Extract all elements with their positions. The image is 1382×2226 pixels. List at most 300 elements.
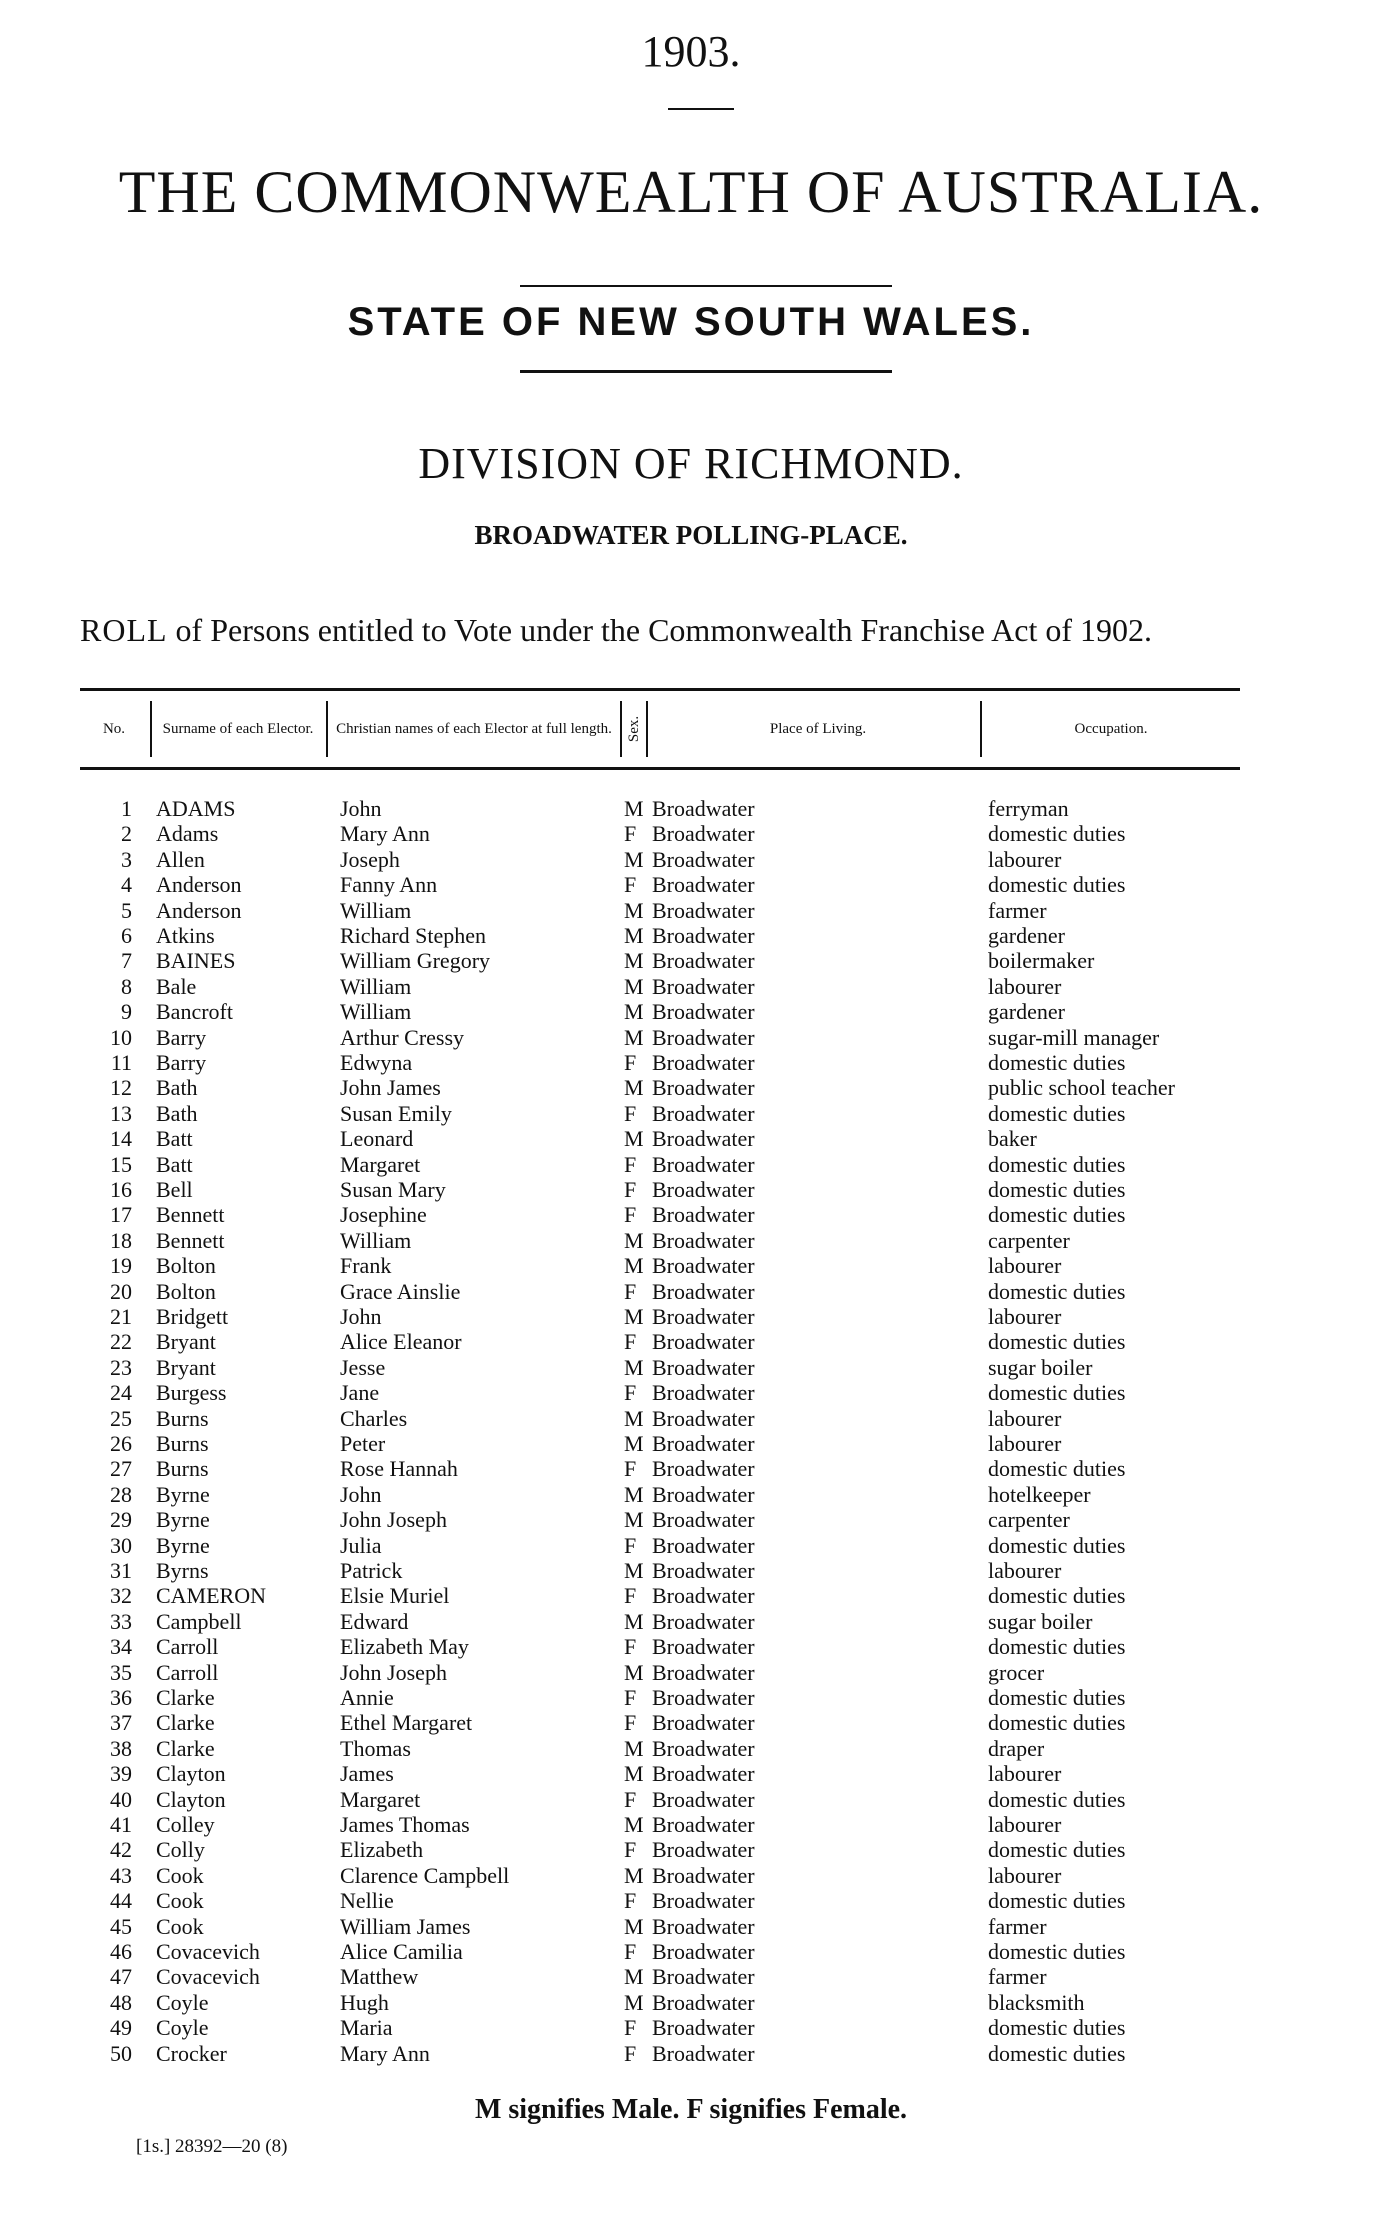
elector-surname: Colley xyxy=(156,1812,215,1837)
elector-number: 4 xyxy=(121,872,132,898)
elector-sex: M xyxy=(624,796,644,821)
elector-surname: Clarke xyxy=(156,1685,215,1710)
elector-place: Broadwater xyxy=(652,1710,755,1736)
elector-sex: F xyxy=(624,1202,637,1228)
column-header-no: No. xyxy=(102,721,126,737)
elector-place: Broadwater xyxy=(652,897,755,923)
elector-number: 41 xyxy=(110,1812,132,1837)
elector-christian-names: Leonard xyxy=(340,1126,414,1152)
elector-number: 43 xyxy=(110,1862,132,1888)
elector-number: 10 xyxy=(110,1024,132,1050)
elector-number: 22 xyxy=(110,1329,132,1355)
elector-number: 13 xyxy=(110,1100,132,1126)
elector-occupation: blacksmith xyxy=(988,1989,1085,2015)
elector-surname: Anderson xyxy=(156,872,242,898)
elector-christian-names: William Gregory xyxy=(340,948,491,974)
roll-description: of Persons entitled to Vote under the Commonwealth Franchise Act of 1902. xyxy=(167,612,1152,648)
table-row xyxy=(0,1304,1382,1329)
elector-occupation: domestic duties xyxy=(988,1380,1126,1406)
elector-number: 34 xyxy=(110,1634,132,1660)
elector-number: 17 xyxy=(110,1202,132,1228)
elector-place: Broadwater xyxy=(652,948,755,974)
elector-surname: Atkins xyxy=(156,923,215,948)
elector-place: Broadwater xyxy=(652,923,755,948)
table-row xyxy=(0,1380,1382,1405)
elector-surname: Bancroft xyxy=(156,999,233,1025)
elector-number: 2 xyxy=(121,821,132,847)
elector-place: Broadwater xyxy=(652,1354,755,1380)
elector-christian-names: William xyxy=(340,1227,412,1253)
elector-number: 19 xyxy=(110,1253,132,1279)
elector-sex: F xyxy=(624,821,637,847)
elector-place: Broadwater xyxy=(652,1862,755,1888)
elector-surname: Coyle xyxy=(156,2015,209,2041)
elector-number: 5 xyxy=(121,897,132,923)
column-header-occupation: Occupation. xyxy=(1074,721,1148,737)
elector-number: 29 xyxy=(110,1507,132,1533)
elector-sex: F xyxy=(624,1100,637,1126)
elector-number: 7 xyxy=(121,948,132,974)
roll-caption xyxy=(80,612,1152,649)
elector-occupation: domestic duties xyxy=(988,1583,1126,1609)
elector-occupation: labourer xyxy=(988,1304,1062,1329)
elector-place: Broadwater xyxy=(652,872,755,898)
elector-sex: M xyxy=(624,846,644,872)
elector-surname: Burns xyxy=(156,1431,209,1456)
elector-place: Broadwater xyxy=(652,999,755,1025)
elector-christian-names: James xyxy=(340,1761,394,1787)
elector-place: Broadwater xyxy=(652,796,755,821)
elector-surname: Adams xyxy=(156,821,219,847)
elector-number: 39 xyxy=(110,1761,132,1787)
elector-sex: F xyxy=(624,1532,637,1558)
elector-occupation: gardener xyxy=(988,999,1065,1025)
elector-christian-names: John xyxy=(340,796,382,821)
elector-number: 20 xyxy=(110,1278,132,1304)
elector-place: Broadwater xyxy=(652,1558,755,1583)
elector-occupation: domestic duties xyxy=(988,2040,1126,2066)
elector-christian-names: Hugh xyxy=(340,1989,389,2015)
elector-christian-names: Edwyna xyxy=(340,1050,413,1075)
elector-sex: M xyxy=(624,1075,644,1101)
roll-lead: ROLL xyxy=(80,612,168,648)
elector-place: Broadwater xyxy=(652,1888,755,1914)
table-row xyxy=(0,1202,1382,1227)
elector-occupation: farmer xyxy=(988,1913,1047,1939)
print-reference: [1s.] 28392—20 (8) xyxy=(136,2136,288,2157)
elector-occupation: carpenter xyxy=(988,1227,1070,1253)
elector-christian-names: Margaret xyxy=(340,1786,421,1812)
table-header xyxy=(80,688,1240,770)
elector-christian-names: Julia xyxy=(340,1532,382,1558)
elector-surname: Anderson xyxy=(156,897,242,923)
elector-place: Broadwater xyxy=(652,1380,755,1406)
elector-number: 28 xyxy=(110,1481,132,1507)
elector-surname: Byrne xyxy=(156,1532,210,1558)
table-row xyxy=(0,1025,1382,1050)
table-row xyxy=(0,1863,1382,1888)
table-row xyxy=(0,1482,1382,1507)
elector-surname: Carroll xyxy=(156,1634,219,1660)
elector-place: Broadwater xyxy=(652,1431,755,1456)
elector-number: 24 xyxy=(110,1380,132,1406)
elector-surname: Burns xyxy=(156,1405,209,1431)
elector-place: Broadwater xyxy=(652,1685,755,1710)
elector-christian-names: William xyxy=(340,897,412,923)
elector-christian-names: Josephine xyxy=(340,1202,427,1228)
elector-sex: F xyxy=(624,1456,637,1482)
table-row xyxy=(0,1812,1382,1837)
elector-occupation: domestic duties xyxy=(988,821,1126,847)
elector-place: Broadwater xyxy=(652,1151,755,1177)
elector-christian-names: Elizabeth xyxy=(340,1837,424,1863)
elector-surname: Campbell xyxy=(156,1608,242,1634)
elector-sex: F xyxy=(624,1177,637,1202)
elector-occupation: domestic duties xyxy=(988,872,1126,898)
elector-christian-names: John xyxy=(340,1481,382,1507)
table-row xyxy=(0,1533,1382,1558)
elector-occupation: domestic duties xyxy=(988,1151,1126,1177)
elector-christian-names: Frank xyxy=(340,1253,392,1279)
elector-christian-names: Matthew xyxy=(340,1964,419,1990)
table-row xyxy=(0,2041,1382,2066)
elector-sex: M xyxy=(624,1304,644,1329)
elector-surname: Carroll xyxy=(156,1659,219,1685)
table-row xyxy=(0,1964,1382,1989)
elector-christian-names: Elizabeth May xyxy=(340,1634,469,1660)
elector-occupation: carpenter xyxy=(988,1507,1070,1533)
elector-occupation: farmer xyxy=(988,897,1047,923)
elector-sex: F xyxy=(624,1710,637,1736)
elector-christian-names: John Joseph xyxy=(340,1507,447,1533)
sex-legend: M signifies Male. F signifies Female. xyxy=(474,2094,908,2125)
elector-number: 15 xyxy=(110,1151,132,1177)
elector-surname: Allen xyxy=(156,846,205,872)
elector-occupation: hotelkeeper xyxy=(988,1481,1091,1507)
elector-place: Broadwater xyxy=(652,821,755,847)
column-header-sex xyxy=(622,691,646,767)
elector-number: 12 xyxy=(110,1075,132,1101)
elector-sex: F xyxy=(624,1278,637,1304)
elector-surname: CAMERON xyxy=(156,1583,267,1609)
table-row xyxy=(0,999,1382,1024)
table-row xyxy=(0,796,1382,821)
elector-christian-names: Jane xyxy=(340,1380,380,1406)
table-row xyxy=(0,1583,1382,1608)
elector-place: Broadwater xyxy=(652,1202,755,1228)
elector-place: Broadwater xyxy=(652,1634,755,1660)
elector-surname: Byrns xyxy=(156,1558,209,1583)
elector-sex: M xyxy=(624,1659,644,1685)
elector-christian-names: Alice Eleanor xyxy=(340,1329,462,1355)
elector-christian-names: Jesse xyxy=(340,1354,386,1380)
elector-number: 44 xyxy=(110,1888,132,1914)
table-row xyxy=(0,847,1382,872)
elector-occupation: domestic duties xyxy=(988,1050,1126,1075)
elector-christian-names: Alice Camilia xyxy=(340,1939,463,1964)
elector-occupation: domestic duties xyxy=(988,1177,1126,1202)
elector-occupation: sugar boiler xyxy=(988,1608,1093,1634)
elector-number: 47 xyxy=(110,1964,132,1990)
sex-label: Sex. xyxy=(626,715,642,743)
elector-occupation: labourer xyxy=(988,1862,1062,1888)
divider-rule xyxy=(520,370,892,373)
elector-sex: M xyxy=(624,1812,644,1837)
elector-place: Broadwater xyxy=(652,1227,755,1253)
elector-number: 25 xyxy=(110,1405,132,1431)
elector-number: 48 xyxy=(110,1989,132,2015)
elector-christian-names: William James xyxy=(340,1913,471,1939)
table-row xyxy=(0,1101,1382,1126)
elector-place: Broadwater xyxy=(652,1050,755,1075)
elector-sex: F xyxy=(624,1685,637,1710)
elector-surname: Cook xyxy=(156,1913,204,1939)
table-row xyxy=(0,1253,1382,1278)
table-row xyxy=(0,821,1382,846)
elector-surname: Clayton xyxy=(156,1786,226,1812)
elector-place: Broadwater xyxy=(652,1837,755,1863)
table-row xyxy=(0,872,1382,897)
elector-sex: M xyxy=(624,1024,644,1050)
elector-surname: Bolton xyxy=(156,1278,216,1304)
table-row xyxy=(0,1736,1382,1761)
elector-surname: Cook xyxy=(156,1862,204,1888)
table-row xyxy=(0,1609,1382,1634)
elector-number: 21 xyxy=(110,1304,132,1329)
elector-christian-names: James Thomas xyxy=(340,1812,470,1837)
elector-sex: M xyxy=(624,923,644,948)
table-row xyxy=(0,1939,1382,1964)
elector-surname: Bale xyxy=(156,973,197,999)
table-row xyxy=(0,1177,1382,1202)
table-row xyxy=(0,923,1382,948)
year-heading: 1903. xyxy=(641,27,741,76)
elector-sex: M xyxy=(624,999,644,1025)
elector-surname: Bennett xyxy=(156,1202,225,1228)
elector-place: Broadwater xyxy=(652,1253,755,1279)
table-row xyxy=(0,1634,1382,1659)
elector-sex: F xyxy=(624,872,637,898)
elector-sex: F xyxy=(624,2040,637,2066)
elector-number: 36 xyxy=(110,1685,132,1710)
elector-number: 38 xyxy=(110,1735,132,1761)
elector-number: 49 xyxy=(110,2015,132,2041)
table-row xyxy=(0,1329,1382,1354)
divider-rule xyxy=(668,108,734,110)
elector-sex: M xyxy=(624,1964,644,1990)
table-row xyxy=(0,1914,1382,1939)
elector-number: 32 xyxy=(110,1583,132,1609)
elector-place: Broadwater xyxy=(652,1507,755,1533)
column-header-surname: Surname of each Elector. xyxy=(162,721,314,737)
table-row xyxy=(0,1837,1382,1862)
elector-surname: Byrne xyxy=(156,1481,210,1507)
elector-occupation: labourer xyxy=(988,846,1062,872)
elector-surname: ADAMS xyxy=(156,796,236,821)
state-heading: STATE OF NEW SOUTH WALES. xyxy=(347,300,1035,344)
elector-number: 14 xyxy=(110,1126,132,1152)
elector-place: Broadwater xyxy=(652,1989,755,2015)
elector-christian-names: Susan Emily xyxy=(340,1100,452,1126)
elector-surname: Crocker xyxy=(156,2040,227,2066)
elector-place: Broadwater xyxy=(652,1583,755,1609)
elector-occupation: labourer xyxy=(988,1253,1062,1279)
elector-number: 11 xyxy=(110,1050,132,1075)
elector-occupation: farmer xyxy=(988,1964,1047,1990)
table-row xyxy=(0,1787,1382,1812)
divider-rule xyxy=(520,285,892,287)
elector-christian-names: Mary Ann xyxy=(340,2040,430,2066)
elector-sex: M xyxy=(624,1126,644,1152)
table-row xyxy=(0,1558,1382,1583)
elector-surname: Colly xyxy=(156,1837,205,1863)
elector-place: Broadwater xyxy=(652,1304,755,1329)
table-row xyxy=(0,1710,1382,1735)
elector-occupation: domestic duties xyxy=(988,1202,1126,1228)
elector-sex: F xyxy=(624,1583,637,1609)
elector-christian-names: John Joseph xyxy=(340,1659,447,1685)
elector-sex: M xyxy=(624,1761,644,1787)
elector-christian-names: Richard Stephen xyxy=(340,923,487,948)
elector-sex: F xyxy=(624,1888,637,1914)
elector-place: Broadwater xyxy=(652,1939,755,1964)
elector-christian-names: Charles xyxy=(340,1405,408,1431)
elector-occupation: sugar boiler xyxy=(988,1354,1093,1380)
elector-sex: M xyxy=(624,1507,644,1533)
elector-number: 6 xyxy=(121,923,132,948)
elector-christian-names: Peter xyxy=(340,1431,386,1456)
table-row xyxy=(0,2015,1382,2040)
elector-christian-names: Joseph xyxy=(340,846,400,872)
elector-christian-names: Grace Ainslie xyxy=(340,1278,461,1304)
table-row xyxy=(0,1126,1382,1151)
elector-number: 45 xyxy=(110,1913,132,1939)
elector-number: 3 xyxy=(121,846,132,872)
elector-sex: M xyxy=(624,1354,644,1380)
elector-place: Broadwater xyxy=(652,1786,755,1812)
elector-occupation: grocer xyxy=(988,1659,1045,1685)
elector-place: Broadwater xyxy=(652,1126,755,1152)
elector-sex: M xyxy=(624,1608,644,1634)
elector-occupation: domestic duties xyxy=(988,1278,1126,1304)
elector-christian-names: Arthur Cressy xyxy=(340,1024,465,1050)
elector-occupation: domestic duties xyxy=(988,1837,1126,1863)
elector-surname: Barry xyxy=(156,1024,207,1050)
elector-place: Broadwater xyxy=(652,2015,755,2041)
elector-number: 37 xyxy=(110,1710,132,1736)
elector-occupation: labourer xyxy=(988,1761,1062,1787)
elector-occupation: draper xyxy=(988,1735,1045,1761)
elector-number: 27 xyxy=(110,1456,132,1482)
elector-sex: F xyxy=(624,1151,637,1177)
elector-number: 8 xyxy=(121,973,132,999)
elector-number: 31 xyxy=(110,1558,132,1583)
table-row xyxy=(0,1431,1382,1456)
elector-number: 50 xyxy=(110,2040,132,2066)
division-heading: DIVISION OF RICHMOND. xyxy=(418,439,964,488)
elector-occupation: domestic duties xyxy=(988,1634,1126,1660)
elector-surname: Burns xyxy=(156,1456,209,1482)
elector-surname: Byrne xyxy=(156,1507,210,1533)
elector-christian-names: Elsie Muriel xyxy=(340,1583,450,1609)
elector-christian-names: William xyxy=(340,999,412,1025)
elector-number: 9 xyxy=(121,999,132,1025)
elector-occupation: domestic duties xyxy=(988,1685,1126,1710)
page-title: THE COMMONWEALTH OF AUSTRALIA. xyxy=(118,159,1264,225)
elector-place: Broadwater xyxy=(652,1177,755,1202)
elector-christian-names: Margaret xyxy=(340,1151,421,1177)
elector-occupation: ferryman xyxy=(988,796,1069,821)
elector-surname: Clarke xyxy=(156,1710,215,1736)
elector-surname: Bryant xyxy=(156,1354,216,1380)
elector-christian-names: John James xyxy=(340,1075,441,1101)
elector-occupation: domestic duties xyxy=(988,1888,1126,1914)
table-row xyxy=(0,1152,1382,1177)
elector-surname: Clayton xyxy=(156,1761,226,1787)
elector-sex: F xyxy=(624,1050,637,1075)
elector-christian-names: Rose Hannah xyxy=(340,1456,458,1482)
elector-place: Broadwater xyxy=(652,1761,755,1787)
elector-surname: Covacevich xyxy=(156,1964,260,1990)
elector-sex: M xyxy=(624,1481,644,1507)
elector-place: Broadwater xyxy=(652,973,755,999)
elector-occupation: domestic duties xyxy=(988,1329,1126,1355)
elector-sex: F xyxy=(624,1634,637,1660)
elector-place: Broadwater xyxy=(652,1964,755,1990)
table-row xyxy=(0,1075,1382,1100)
elector-place: Broadwater xyxy=(652,1405,755,1431)
table-row xyxy=(0,1990,1382,2015)
elector-number: 35 xyxy=(110,1659,132,1685)
elector-place: Broadwater xyxy=(652,1481,755,1507)
table-row xyxy=(0,1050,1382,1075)
table-row xyxy=(0,974,1382,999)
elector-place: Broadwater xyxy=(652,1913,755,1939)
elector-sex: M xyxy=(624,1405,644,1431)
elector-number: 23 xyxy=(110,1354,132,1380)
elector-occupation: boilermaker xyxy=(988,948,1095,974)
table-row xyxy=(0,1228,1382,1253)
table-row xyxy=(0,948,1382,973)
elector-surname: Covacevich xyxy=(156,1939,260,1964)
elector-occupation: domestic duties xyxy=(988,1786,1126,1812)
elector-surname: Batt xyxy=(156,1126,193,1152)
elector-sex: M xyxy=(624,897,644,923)
elector-place: Broadwater xyxy=(652,1329,755,1355)
elector-place: Broadwater xyxy=(652,1100,755,1126)
table-row xyxy=(0,1355,1382,1380)
elector-surname: Coyle xyxy=(156,1989,209,2015)
elector-number: 30 xyxy=(110,1532,132,1558)
elector-occupation: domestic duties xyxy=(988,1939,1126,1964)
elector-place: Broadwater xyxy=(652,1024,755,1050)
elector-christian-names: Maria xyxy=(340,2015,393,2041)
elector-occupation: labourer xyxy=(988,1812,1062,1837)
elector-occupation: domestic duties xyxy=(988,1532,1126,1558)
column-header-place: Place of Living. xyxy=(769,721,867,737)
elector-place: Broadwater xyxy=(652,1659,755,1685)
elector-surname: BAINES xyxy=(156,948,236,974)
table-row xyxy=(0,1660,1382,1685)
elector-occupation: labourer xyxy=(988,973,1062,999)
elector-number: 46 xyxy=(110,1939,132,1964)
elector-occupation: gardener xyxy=(988,923,1065,948)
elector-occupation: baker xyxy=(988,1126,1037,1152)
elector-christian-names: Clarence Campbell xyxy=(340,1862,510,1888)
elector-occupation: domestic duties xyxy=(988,1100,1126,1126)
elector-christian-names: Fanny Ann xyxy=(340,872,438,898)
elector-number: 40 xyxy=(110,1786,132,1812)
